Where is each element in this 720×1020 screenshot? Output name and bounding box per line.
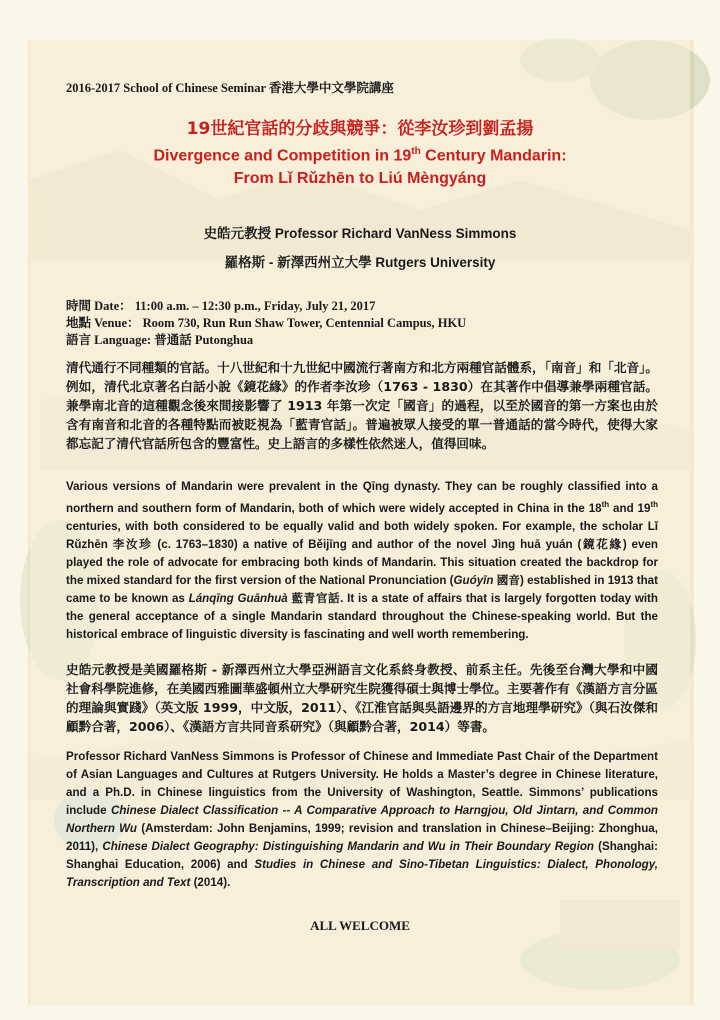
speaker-name: 史皓元教授 Professor Richard VanNess Simmons [203,226,517,241]
title-english-line1: Divergence and Competition in 19th Century Mandarin: [153,146,567,165]
abstract-english: Various versions of Mandarin were prevalent in the Qīng dynasty. They can be roughly classified into a northern and southern form of Mandarin, both of which were widely accepted in China in the 18th and 19th centuries, with both considered to be equally valid and both widely spoken. For example, the scholar Lǐ Rǔzhēn 李汝珍 (c. 1763–1830) a native of Běijīng and author of the novel Jìng huā yuán (鏡花緣) even played the role of advocate for embracing both kinds of Mandarin. This situation created the backdrop for the mixed standard for the first version of the National Pronunciation (Guóyīn 國音) established in 1913 that came to be known as Lánqīng Guānhuà 藍青官話. It is a state of affairs that is largely forgotten today with the general acceptance of a single Mandarin standard throughout the Chinese-speaking world. But the historical embrace of linguistic diversity is fascinating and well worth remembering. [66,480,659,641]
seminar-series-header: 2016-2017 School of Chinese Seminar 香港大學中文學院講座 [66,81,394,95]
event-date: 時間 Date： 11:00 a.m. – 12:30 p.m., Friday, July 21, 2017 [66,299,376,313]
all-welcome: ALL WELCOME [310,918,410,933]
bio-english: Professor Richard VanNess Simmons is Professor of Chinese and Immediate Past Chair of the Department of Asian Languages and Cultures at Rutgers University. He holds a Master’s degree in Chinese literature, and a Ph.D. in Chinese linguistics from the University of Washington, Seattle. Simmons’ publications include Chinese Dialect Classification -- A Comparative Approach to Harngjou, Old Jintarn, and Common Northern Wu (Amsterdam: John Benjamins, 1999; revision and translation in Chinese–Beijing: Zhonghua, 2011), Chinese Dialect Geography: Distinguishing Mandarin and Wu in Their Boundary Region (Shanghai: Shanghai Education, 2006) and Studies in Chinese and Sino-Tibetan Linguistics: Dialect, Phonology, Transcription and Text (2014). [66,750,658,889]
event-language: 語言 Language: 普通話 Putonghua [66,333,254,347]
abstract-chinese: 清代通行不同種類的官話。十八世紀和十九世紀中國流行著南方和北方兩種官話體系，「南音」和「北音」。例如，清代北京著名白話小說《鏡花緣》的作者李汝珍（1763 - 1830）在其著作中倡導兼學兩種官話。兼學南北音的這種觀念後來間接影響了 1913 年第一次定「國音」的過程，以至於國音的第一方案也由於含有南音和北音的各種特點而被貶視為「藍青官話」。普遍被眾人接受的單一普通話的當今時代，使得大家都忘記了清代官話所包含的豐富性。史上語言的多樣性依然迷人，值得回味。 [66,360,658,451]
event-venue: 地點 Venue： Room 730, Run Run Shaw Tower, Centennial Campus, HKU [66,316,467,330]
title-chinese: 19世紀官話的分歧與競爭：從李汝珍到劉孟揚 [186,119,534,139]
title-english-line2: From Lǐ Rǔzhēn to Liú Mèngyáng [233,170,487,187]
bio-chinese: 史皓元教授是美國羅格斯 - 新澤西州立大學亞洲語言文化系終身教授、前系主任。先後至台灣大學和中國社會科學院進修，在美國西雅圖華盛頓州立大學研究生院獲得碩士與博士學位。主要著作有《漢語方言分區的理論與實踐》（英文版 1999，中文版，2011）、《江淮官話與吳語邊界的方言地理學研究》（與石汝傑和顧黔合著，2006）、《漢語方言共同音系研究》（與顧黔合著，2014）等書。 [66,662,658,734]
speaker-affiliation: 羅格斯 - 新澤西州立大學 Rutgers University [224,255,496,270]
